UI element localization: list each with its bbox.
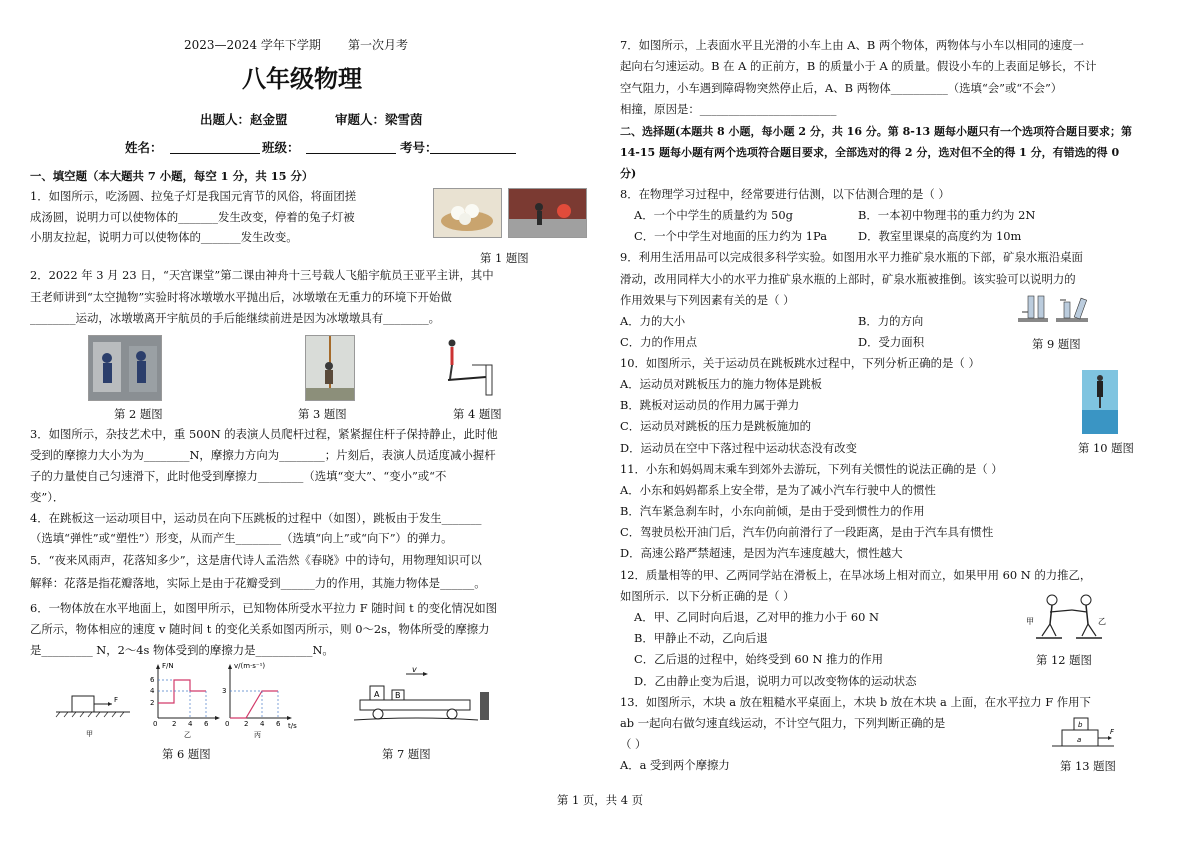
q10-option-c: C．运动员对跳板的压力是跳板施加的 (620, 419, 811, 433)
section2-heading-2: 14-15 题每小题有两个选项符合题目要求，全部选对的得 2 分，选对但不全的得 1 分，有错选的得 0 (620, 146, 1120, 159)
fig13-a-label: a (1077, 736, 1082, 744)
class-label: 班级： (262, 140, 300, 155)
q1-line1: 1．如图所示，吃汤圆、拉兔子灯是我国元宵节的风俗，将面团搓 (30, 189, 357, 203)
bottle-push-image (1016, 288, 1090, 328)
fig6-bing-label: 丙 (254, 731, 261, 739)
fig6-caption: 第 6 题图 (162, 747, 211, 761)
q13-line3: （ ） (620, 737, 647, 751)
section-heading: 一、填空题（本大题共 7 小题，每空 1 分，共 15 分） (30, 169, 314, 183)
class-field[interactable] (306, 153, 396, 154)
q6-line2: 乙所示，物体相应的速度 v 随时间 t 的变化关系如图丙所示，则 0～2s，物体所受的摩擦力 (30, 622, 490, 636)
fig9-caption: 第 9 题图 (1032, 337, 1081, 351)
q12-option-b: B．甲静止不动，乙向后退 (634, 631, 768, 645)
fig6-vtick-x2: 2 (244, 720, 249, 728)
author-label: 出题人：赵金盟 (200, 112, 288, 127)
section2-heading-1: 二、选择题(本题共 8 小题，每小题 2 分，共 16 分。第 8-13 题每小题只有一个选项符合题目要求；第 (620, 125, 1132, 138)
fig10-caption: 第 10 题图 (1078, 441, 1134, 455)
q9-option-b: B．力的方向 (858, 314, 924, 328)
q12-line2: 如图所示．以下分析正确的是（ ） (620, 589, 795, 603)
fig6-tick-x6: 6 (204, 720, 209, 728)
q9-option-d: D．受力面积 (858, 335, 925, 349)
number-field[interactable] (430, 153, 516, 154)
q12-option-d: D．乙由静止变为后退，说明力可以改变物体的运动状态 (634, 674, 917, 688)
q6-line1: 6．一物体放在水平地面上，如图甲所示，已知物体所受水平拉力 F 随时间 t 的变化情况如图 (30, 601, 498, 615)
q2-line3: ________运动，冰墩墩离开宇航员的手后能继续前进是因为冰墩墩具有________。 (30, 311, 441, 325)
name-label: 姓名： (125, 140, 163, 155)
fig6-tick-x4: 4 (188, 720, 193, 728)
fig7-caption: 第 7 题图 (382, 747, 431, 761)
q5-line2: 解释：花落是指花瓣落地，实际上是由于花瓣受到______力的作用，其施力物体是______。 (30, 576, 486, 590)
stacked-blocks-diagram (1050, 712, 1120, 752)
fig12-jia-label: 甲 (1026, 617, 1034, 626)
q11-option-b: B．汽车紧急刹车时，小东向前倾，是由于受到惯性力的作用 (620, 504, 925, 518)
term-label: 2023—2024 学年下学期 (184, 38, 321, 52)
q2-line1: 2．2022 年 3 月 23 日，“天宫课堂”第二课由神舟十三号载人飞船宇航员王亚平主讲，其中 (30, 268, 494, 282)
page-footer: 第 1 页，共 4 页 (557, 793, 643, 807)
fig12-yi-label: 乙 (1098, 617, 1106, 626)
fig6-tick-x0: 0 (153, 720, 158, 728)
q9-option-c: C．力的作用点 (620, 335, 698, 349)
q10-option-a: A．运动员对跳板压力的施力物体是跳板 (620, 377, 822, 391)
block-on-ground (56, 696, 130, 717)
q10-option-b: B．跳板对运动员的作用力属于弹力 (620, 398, 800, 412)
q2-line2: 王老师讲到“太空抛物”实验时将冰墩墩水平抛出后，冰墩墩在无重力的环境下开始做 (30, 290, 452, 304)
fig6-vtick-3: 3 (222, 687, 227, 695)
page-title: 八年级物理 (242, 65, 362, 93)
q7-line4: 相撞，原因是：________________________ (620, 102, 837, 116)
q12-option-a: A．甲、乙同时向后退，乙对甲的推力小于 60 N (634, 610, 879, 624)
fig3-caption: 第 3 题图 (298, 407, 347, 421)
fig6-tick-6: 6 (150, 676, 155, 684)
exam-label: 第一次月考 (348, 38, 409, 52)
reviewer-label: 审题人：梁雪茵 (335, 112, 423, 127)
fig6-vtick-x6: 6 (276, 720, 281, 728)
q9-line1: 9．利用生活用品可以完成很多科学实验。如图用水平力推矿泉水瓶的下部，矿泉水瓶沿桌面 (620, 250, 1083, 264)
q1-line3: 小朋友拉起，说明力可以使物体的_______发生改变。 (30, 230, 298, 244)
q8-stem: 8．在物理学习过程中，经常要进行估测，以下估测合理的是（ ） (620, 187, 950, 201)
fig6-jia-label: 甲 (86, 730, 93, 738)
q13-line2: ab 一起向右做匀速直线运动，不计空气阻力，下列判断正确的是 (620, 716, 946, 730)
fig13-caption: 第 13 题图 (1060, 759, 1116, 773)
force-label: F (114, 696, 119, 704)
q11-option-c: C．驾驶员松开油门后，汽车仍向前滑行了一段距离，是由于汽车具有惯性 (620, 525, 994, 539)
q12-option-c: C．乙后退的过程中，始终受到 60 N 推力的作用 (634, 652, 884, 666)
fig4-caption: 第 4 题图 (453, 407, 502, 421)
q9-line3: 作用效果与下列因素有关的是（ ） (620, 293, 795, 307)
q1-line2: 成汤圆，说明力可以使物体的_______发生改变，停着的兔子灯被 (30, 210, 355, 224)
q4-line2: （选填“弹性”或“塑性”）形变，从而产生________（选填“向上”或“向下”）的弹力。 (30, 531, 453, 545)
q9-option-a: A．力的大小 (620, 314, 686, 328)
diver-image (1082, 370, 1118, 434)
fig7-v-label: v (412, 666, 417, 674)
q9-line2: 滑动，改用同样大小的水平力推矿泉水瓶的上部时，矿泉水瓶被推倒。该实验可以说明力的 (620, 272, 1076, 286)
q13-option-a: A．a 受到两个摩擦力 (620, 758, 730, 772)
q7-line2: 起向右匀速运动。B 在 A 的正前方，B 的质量小于 A 的质量。假设小车的上表面足够长，不计 (620, 59, 1097, 73)
space-station-image (88, 335, 162, 401)
fig7-a-label: A (374, 690, 380, 699)
q12-line1: 12．质量相等的甲、乙两同学站在滑板上，在旱冰场上相对而立，如果甲用 60 N 的力推乙， (620, 568, 1092, 582)
q5-line1: 5．“夜来风雨声，花落知多少”，这是唐代诗人孟浩然《春晓》中的诗句，用物理知识可以 (30, 553, 482, 567)
q7-line1: 7．如图所示，上表面水平且光滑的小车上由 A、B 两个物体，两物体与小车以相同的速度一 (620, 38, 1084, 52)
q10-stem: 10．如图所示，关于运动员在跳板跳水过程中，下列分析正确的是（ ） (620, 356, 980, 370)
section2-heading-3: 分) (620, 167, 637, 180)
q3-line1: 3．如图所示，杂技艺术中，重 500N 的表演人员爬杆过程，紧紧握住杆子保持静止，此时他 (30, 427, 498, 441)
velocity-time-graph (222, 662, 297, 739)
number-label: 考号： (400, 140, 438, 155)
force-time-graph (150, 662, 220, 739)
fig12-caption: 第 12 题图 (1036, 653, 1092, 667)
fig6-ts-axis: t/s (288, 722, 297, 730)
fig6-tick-4: 4 (150, 687, 155, 695)
fig6-vtick-x4: 4 (260, 720, 265, 728)
fig6-tick-x2: 2 (172, 720, 177, 728)
q3-line3: 子的力量使自己匀速滑下，此时他受到摩擦力________（选填“变大”、“变小”或“不 (30, 469, 447, 483)
pole-climbing-image (305, 335, 355, 401)
springboard-image (442, 335, 494, 399)
q8-option-c: C．一个中学生对地面的压力约为 1Pa (634, 229, 827, 243)
q8-option-a: A．一个中学生的质量约为 50g (634, 208, 793, 222)
name-field[interactable] (170, 153, 260, 154)
fig1-caption: 第 1 题图 (480, 251, 529, 265)
q3-line2: 受到的摩擦力大小为为________N，摩擦力方向为________；片刻后，表演人员适度减小握杆 (30, 448, 496, 462)
fig13-f-label: F (1110, 728, 1115, 736)
fig6-tick-2: 2 (150, 699, 155, 707)
skaters-image (1024, 590, 1116, 646)
rabbit-lantern-image (508, 188, 587, 238)
q10-option-d: D．运动员在空中下落过程中运动状态没有改变 (620, 441, 857, 455)
fig2-caption: 第 2 题图 (114, 407, 163, 421)
fig6-yi-label: 乙 (184, 731, 191, 739)
fig13-b-label: b (1078, 721, 1083, 729)
q8-option-d: D．教室里课桌的高度约为 10m (858, 229, 1022, 243)
tangyuan-image (433, 188, 502, 238)
fig6-v-axis: v/(m·s⁻¹) (234, 662, 266, 670)
q11-option-d: D．高速公路严禁超速，是因为汽车速度越大，惯性越大 (620, 546, 903, 560)
q4-line1: 4．在跳板这一运动项目中，运动员在向下压跳板的过程中（如图），跳板由于发生_______ (30, 511, 482, 525)
q13-line1: 13．如图所示，木块 a 放在粗糙水平桌面上，木块 b 放在木块 a 上面，在水平拉力 F 作用下 (620, 695, 1091, 709)
fig6-diagram (50, 660, 310, 740)
q3-line4: 变”）． (30, 490, 65, 504)
fig6-vtick-x0: 0 (225, 720, 230, 728)
q7-line3: 空气阻力，小车遇到障碍物突然停止后，A、B 两物体__________（选填“会”或“不会”） (620, 81, 1063, 95)
fig6-fn-axis: F/N (162, 662, 174, 670)
q11-stem: 11．小东和妈妈周末乘车到郊外去游玩，下列有关惯性的说法正确的是（ ） (620, 462, 1003, 476)
fig7-b-label: B (395, 691, 401, 700)
q11-option-a: A．小东和妈妈都系上安全带，是为了减小汽车行驶中人的惯性 (620, 483, 936, 497)
q6-line3: 是_________ N，2～4s 物体受到的摩擦力是__________N。 (30, 643, 334, 657)
q8-option-b: B．一本初中物理书的重力约为 2N (858, 208, 1036, 222)
fig7-diagram (348, 666, 492, 738)
